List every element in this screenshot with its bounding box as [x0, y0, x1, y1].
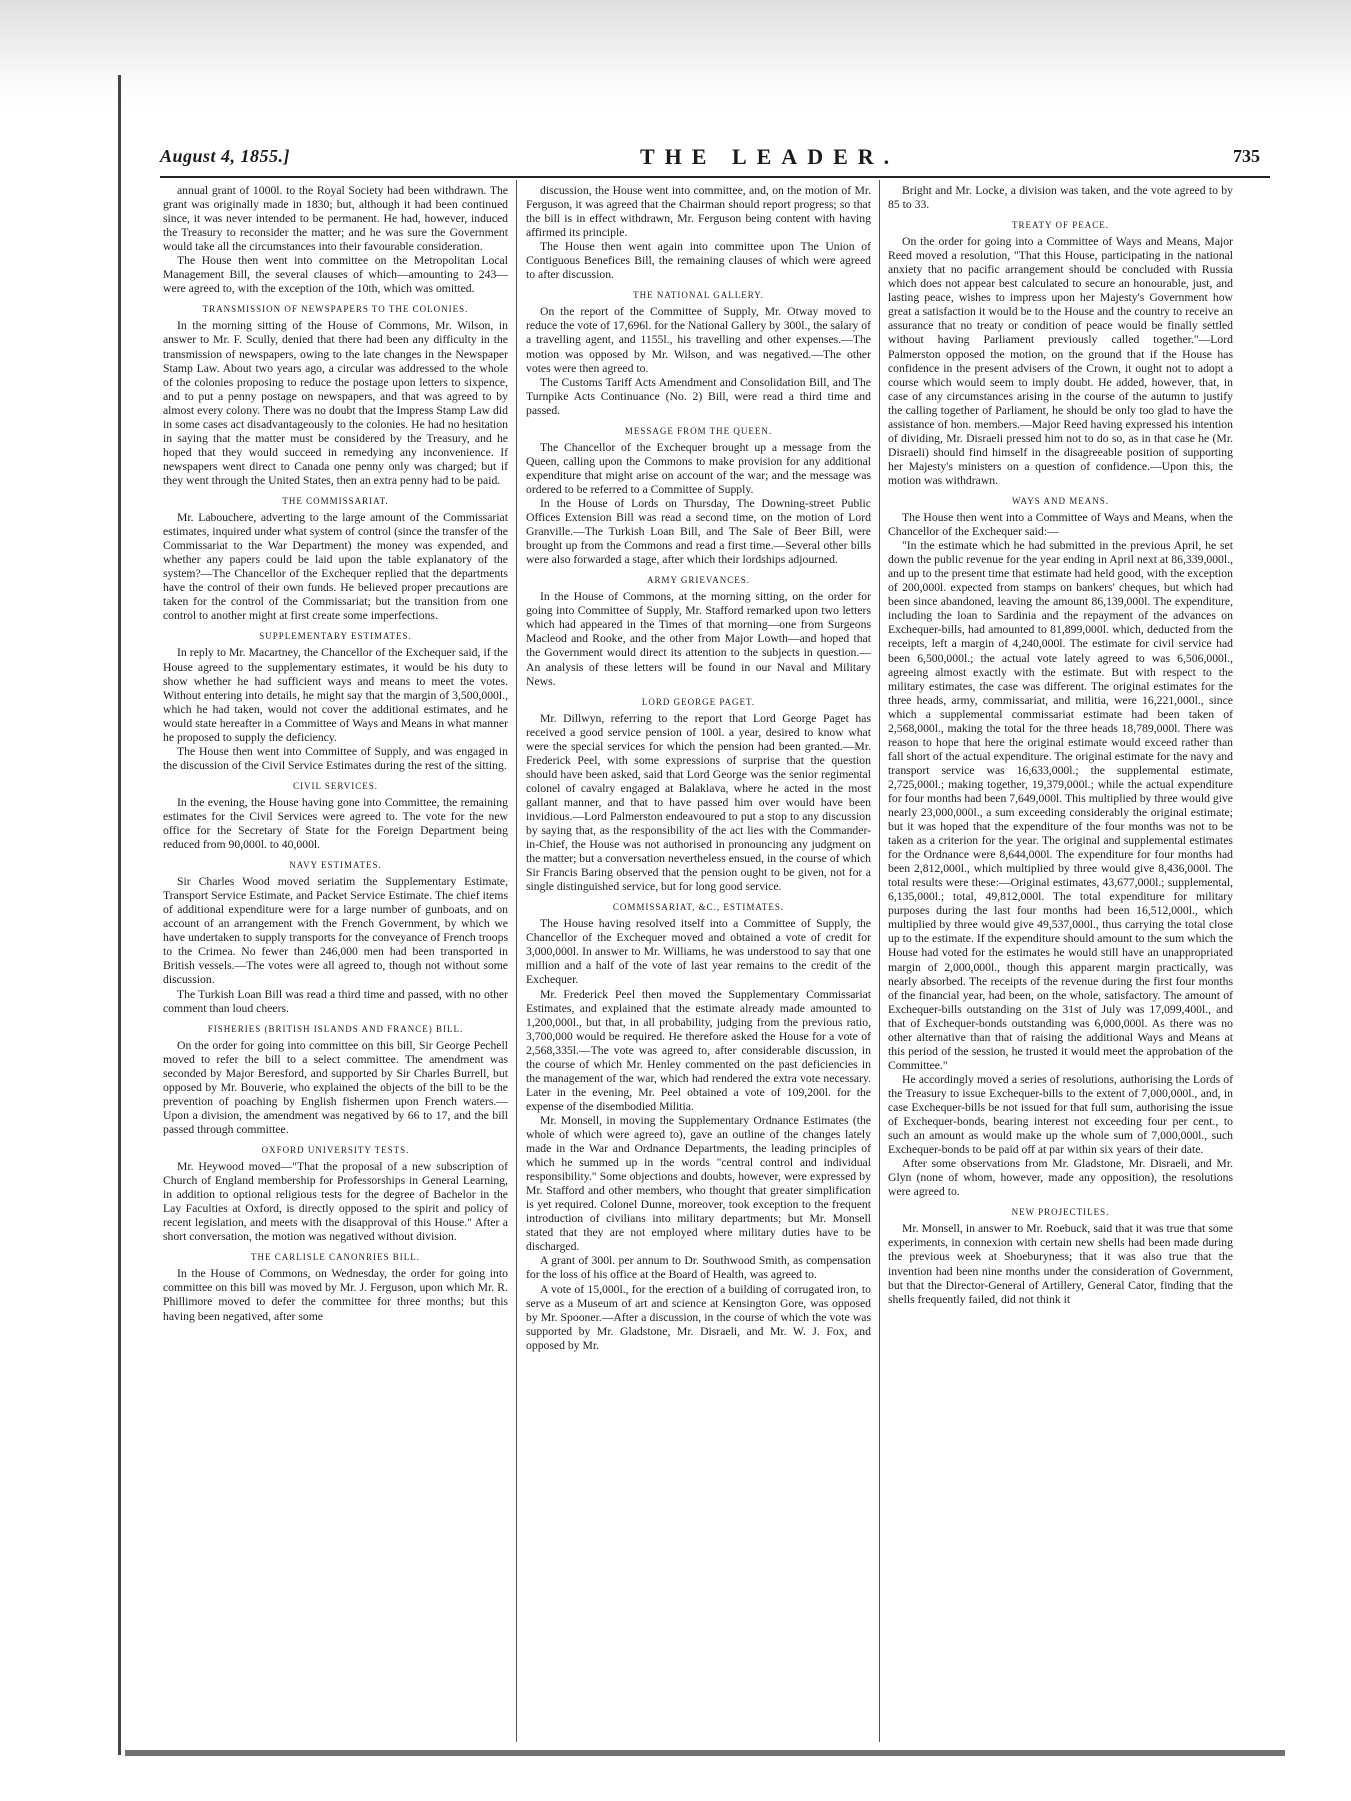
paragraph: Bright and Mr. Locke, a division was taken, and the vote agreed to by 85 to 33. — [888, 184, 1233, 212]
section-heading: TRANSMISSION OF NEWSPAPERS TO THE COLONIES. — [202, 304, 469, 315]
section-heading: THE COMMISSARIAT. — [282, 495, 389, 506]
article-column-3 — [888, 184, 1233, 1744]
paragraph: In reply to Mr. Macartney, the Chancellor of the Exchequer said, if the House agreed to the supplementary estimates, it would be his duty to show whether he had sufficient ways and means to meet the votes. Without entering into details, he might say that the margin of 3,500,000l., which he had taken, would not cover the additional estimates, and he would state hereafter in a Committee of Ways and Means in what manner he proposed to supply the deficiency. — [163, 646, 508, 744]
paragraph: The Chancellor of the Exchequer brought up a message from the Queen, calling upon the Commons to make provision for any additional expenditure that might arise on account of the war; and the message was ordered to be referred to a Committee of Supply. — [526, 440, 871, 496]
column-divider — [516, 180, 517, 1742]
section-heading: THE CARLISLE CANONRIES BILL. — [251, 1252, 420, 1263]
paragraph: On the order for going into a Committee of Ways and Means, Major Reed moved a resolution, "That this House, participating in the national anxiety that no pacific arrangement should be concluded with Russia which does not appear best calculated to secure an honourable, just, and lasting peace, wishes to impress upon her Majesty's Government how great a satisfaction it would be to the House and the country to receive an assurance that no treaty or condition of peace would be finally settled without having Parliament previously called together."—Lord Palmerston opposed the motion, on the ground that if the House has confidence in the present advisers of the Crown, it ought not to adopt a course which would seem to imply doubt. He added, however, that, in case of any circumstances arising in the course of the autumn to justify the calling together of Parliament, he should be only too glad to have the assistance of hon. members.—Major Reed having expressed his intention of dividing, Mr. Disraeli pressed him not to do so, as in that case he (Mr. Disraeli) should find himself in the disagreeable position of supporting her Majesty's ministers on a question of confidence.—Upon this, the motion was withdrawn. — [888, 235, 1233, 487]
paragraph: The Customs Tariff Acts Amendment and Consolidation Bill, and The Turnpike Acts Continuance (No. 2) Bill, were read a third time and passed. — [526, 375, 871, 417]
paragraph: On the report of the Committee of Supply, Mr. Otway moved to reduce the vote of 17,696l. for the National Gallery by 300l., the salary of a travelling agent, and 1155l., his travelling and other expenses.—The motion was opposed by Mr. Wilson, and was negatived.—The other votes were then agreed to. — [526, 305, 871, 375]
paragraph: In the evening, the House having gone into Committee, the remaining estimates for the Civil Services were agreed to. The vote for the new office for the Secretary of State for the Foreign Department being reduced from 90,000l. to 40,000l. — [163, 795, 508, 852]
paragraph: The House then went into a Committee of Ways and Means, when the Chancellor of the Exchequer said:— — [888, 511, 1233, 539]
page-header — [160, 144, 1260, 172]
paragraph: The House then went into committee on the Metropolitan Local Management Bill, the several clauses of which—amounting to 243—were agreed to, with the exception of the 10th, which was omitted. — [163, 254, 508, 296]
section-heading: LORD GEORGE PAGET. — [641, 696, 756, 707]
paragraph: Mr. Heywood moved—"That the proposal of a new subscription of Church of England membership for Professorships in General Learning, in addition to optional religious tests for the degree of Bachelor in the Lay Faculties at Oxford, is directly opposed to the spirit and policy of recent legislation, and meets with the disapproval of this House." After a short conversation, the motion was negatived without division. — [163, 1160, 508, 1244]
section-heading: THE NATIONAL GALLERY. — [633, 290, 764, 301]
paragraph: On the order for going into committee on this bill, Sir George Pechell moved to refer the bill to a select committee. The amendment was seconded by Major Beresford, and supported by Sir Charles Burrell, but opposed by Mr. Bouverie, who explained the objects of the bill to be the prevention of poaching by English fishermen upon French waters.—Upon a division, the amendment was negatived by 66 to 17, and the bill passed through committee. — [163, 1038, 508, 1136]
page-number: 735 — [1233, 146, 1260, 166]
section-heading: FISHERIES (BRITISH ISLANDS AND FRANCE) BILL. — [207, 1023, 464, 1034]
paragraph: Mr. Dillwyn, referring to the report that Lord George Paget has received a good service pension of 100l. a year, desired to know what were the special services for which the pension had been granted.—Mr. Frederick Peel, with some expressions of surprise that the question should have been asked, said that Lord George was the senior regimental colonel of cavalry engaged at Balaklava, where he acted in the most gallant manner, and that to have passed him over would have been invidious.—Lord Palmerston endeavoured to put a stop to any discussion by saying that, as the responsibility of the act lies with the Commander-in-Chief, the House was not authorised in pronouncing any judgment on the matter; but a conversation nevertheless ensued, in the course of which Sir Francis Baring observed that the pension ought to be given, not for a single distinguished service, but for long good service. — [526, 711, 871, 894]
section-heading: MESSAGE FROM THE QUEEN. — [624, 425, 773, 436]
paragraph: The House then went again into committee upon The Union of Contiguous Benefices Bill, the remaining clauses of which were agreed to after discussion. — [526, 240, 871, 282]
paragraph: In the House of Lords on Thursday, The Downing-street Public Offices Extension Bill was read a second time, on the motion of Lord Granville.—The Turkish Loan Bill, and The Sale of Beer Bill, were brought up from the Commons and read a first time.—Several other bills were also forwarded a stage, after which their lordships adjourned. — [526, 496, 871, 567]
paragraph: The House having resolved itself into a Committee of Supply, the Chancellor of the Exchequer moved and obtained a vote of credit for 3,000,000l. In answer to Mr. Williams, he was understood to say that one million and a half of the vote of last year remains to the credit of the Exchequer. — [526, 917, 871, 987]
section-heading: WAYS AND MEANS. — [1012, 495, 1109, 506]
section-heading: OXFORD UNIVERSITY TESTS. — [261, 1145, 410, 1155]
article-column-1 — [163, 184, 508, 1744]
scan-noise-band — [0, 0, 1351, 110]
paragraph: In the House of Commons, on Wednesday, the order for going into committee on this bill was moved by Mr. J. Ferguson, upon which Mr. R. Phillimore moved to defer the committee for three months; but this having been negatived, after some — [163, 1267, 508, 1323]
paragraph: A vote of 15,000l., for the erection of a building of corrugated iron, to serve as a Museum of art and science at Kensington Gore, was opposed by Mr. Spooner.—After a discussion, in the course of which the vote was supported by Mr. Gladstone, Mr. Disraeli, and Mr. W. J. Fox, and opposed by Mr. — [526, 1282, 871, 1352]
paragraph: discussion, the House went into committee, and, on the motion of Mr. Ferguson, it was agreed that the Chairman should report progress; so that the bill is in effect withdrawn, Mr. Ferguson being content with having affirmed its principle. — [526, 184, 871, 240]
page-left-edge — [118, 75, 121, 1755]
bottom-scan-edge — [125, 1750, 1285, 1756]
paragraph: A grant of 300l. per annum to Dr. Southwood Smith, as compensation for the loss of his office at the Board of Health, was agreed to. — [526, 1254, 871, 1282]
paragraph: After some observations from Mr. Gladstone, Mr. Disraeli, and Mr. Glyn (none of whom, however, made any opposition), the resolutions were agreed to. — [888, 1157, 1233, 1199]
article-column-2 — [526, 184, 871, 1744]
section-heading: TREATY OF PEACE. — [1012, 220, 1109, 231]
masthead-title: THE LEADER. — [640, 144, 900, 169]
paragraph: Mr. Labouchere, adverting to the large amount of the Commissariat estimates, inquired under what system of control (since the transfer of the Commissariat to the War Department) the money was expended, and whether any papers could be laid upon the table explanatory of the system?—The Chancellor of the Exchequer replied that the departments have the control of their own funds. He believed proper precautions are taken for the control of the Commissariat; but the transition from one control to another might at first create some imperfections. — [163, 511, 508, 623]
paragraph: In the morning sitting of the House of Commons, Mr. Wilson, in answer to Mr. F. Scully, denied that there had been any difficulty in the transmission of newspapers, owing to the late changes in the Newspaper Stamp Law. About two years ago, a circular was addressed to the whole of the colonies proposing to reduce the postage upon letters to sixpence, and to put a penny postage on newspapers, and that was agreed to by almost every colony. There was no doubt that the Impress Stamp Law did in some cases act disadvantageously to the colonies. He had no hesitation in saying that the matter must be considered by the Treasury, and he hoped that they would succeed in remedying any inconvenience. If newspapers went direct to Canada one penny only was charged; but if they went through the United States, then an extra penny had to be paid. — [163, 319, 508, 487]
paragraph: Mr. Monsell, in answer to Mr. Roebuck, said that it was true that some experiments, in connexion with certain new shells had been made during the previous week at Shoeburyness; that it was also true that the invention had been nine months under the consideration of Government, but that the Director-General of Artillery, General Cator, finding that the shells frequently failed, did not think it — [888, 1222, 1233, 1306]
issue-date: August 4, 1855.] — [160, 146, 291, 166]
paragraph: Sir Charles Wood moved seriatim the Supplementary Estimate, Transport Service Estimate, and Packet Service Estimate. The chief items of additional expenditure were for a large number of gunboats, and on account of an arrangement with the French Government, by which we have undertaken to supply transports for the conveyance of French troops to the Crimea. No fewer than 246,000 men had been transported in British vessels.—The votes were all agreed to, though not without some discussion. — [163, 875, 508, 987]
paragraph: He accordingly moved a series of resolutions, authorising the Lords of the Treasury to issue Exchequer-bills to the extent of 7,000,000l., and, in case Exchequer-bills be not issued for that full sum, authorising the issue of Exchequer-bonds, bearing interest not exceeding four per cent., to such an amount as would make up the whole sum of 7,000,000l., such Exchequer-bonds to be paid off at par within six years of their date. — [888, 1072, 1233, 1157]
section-heading: NEW PROJECTILES. — [1011, 1207, 1110, 1218]
paragraph: In the House of Commons, at the morning sitting, on the order for going into Committee of Supply, Mr. Stafford remarked upon two letters which had appeared in the Times of that morning—one from Surgeons Macleod and Rooke, and the other from Major Lowth—and hoped that the Government would direct its attention to the subjects in question.—An analysis of these letters will be found in our Naval and Military News. — [526, 590, 871, 688]
paragraph: "In the estimate which he had submitted in the previous April, he set down the public revenue for the year ending in April next at 86,339,000l., and up to the present time that estimate had held good, with the exception of 200,000l. expected from stamps on bankers' cheques, but which had been since abandoned, leaving the amount 86,139,000l. The expenditure, including the loan to Sardinia and the repayment of the advances on Exchequer-bills, had amounted to 81,899,000l. which, deducted from the receipts, left a margin of 4,240,000l. The estimate for civil service had been 6,500,000l.; the actual vote lately agreed to was 6,506,000l., agreeing almost exactly with the estimate. But with respect to the military estimates, the case was different. The original estimates for the three heads, army, commissariat, and militia, were 16,221,000l., since which a supplemental commissariat estimate had been taken of 2,568,000l., making the total for the three heads 18,789,000l. There was reason to hope that here the original estimate would exceed rather than fall short of the actual expenditure. The original estimate for the navy and transport service was 16,633,000l.; the supplemental estimate, 2,725,000l.; making together, 19,379,000l.; while the actual expenditure for four months had been 7,649,000l. This multiplied by three would give nearly 23,000,000l., a sum exceeding considerably the original estimate; but it was hoped that the expenditure of the four months was not to be taken as a criterion for the year. The original and supplemental estimates for the Ordnance were 8,644,000l. The expenditure for four months had been 2,812,000l., which multiplied by three would give 8,436,000l. The total results were these:—Original estimates, 43,677,000l.; supplemental, 6,135,000l.; total, 49,812,000l. The total expenditure for military purposes during the last four months had been 16,512,000l., which multiplied by three would give 49,537,000l., thus carrying the total close up to the estimate. If the expenditure should amount to the sum which the House had voted for the estimates he would still have an unappropriated margin of 2,000,000l., though this apparent margin practically, was nearly absorbed. The receipts of the revenue during the first four months of the financial year, had been, on the whole, satisfactory. The amount of Exchequer-bills outstanding on the 31st of July was 17,099,400l., and that of Exchequer-bonds outstanding was 6,000,000l. As there was no other alternative than that of raising the additional Ways and Means at this period of the session, he trusted it would meet the approbation of the Committee." — [888, 539, 1233, 1072]
header-rule — [160, 176, 1270, 178]
section-heading: NAVY ESTIMATES. — [289, 860, 382, 871]
paragraph: The Turkish Loan Bill was read a third time and passed, with no other comment than loud cheers. — [163, 987, 508, 1015]
section-heading: ARMY GRIEVANCES. — [646, 575, 750, 586]
paragraph: Mr. Monsell, in moving the Supplementary Ordnance Estimates (the whole of which were agreed to), gave an outline of the changes lately made in the War and Ordnance Departments, the leading principles of which he summed up in the words "central control and individual responsibility." Some objections and doubts, however, were expressed by Mr. Stafford and other members, who thought that greater simplification is yet required. Colonel Dunne, moreover, took exception to the frequent introduction of civilians into military departments; but Mr. Monsell stated that they are not employed where military duties have to be discharged. — [526, 1113, 871, 1254]
paragraph: Mr. Frederick Peel then moved the Supplementary Commissariat Estimates, and explained that the estimate already made amounted to 1,200,000l., but that, in all probability, judging from the previous ratio, 3,700,000 would be required. He therefore asked the House for a vote of 2,568,335l.—The vote was agreed to, after considerable discussion, in the course of which Mr. Henley commented on the past deficiencies in the management of the war, which had rendered the extra vote necessary. Later in the evening, Mr. Peel obtained a vote of 109,200l. for the expense of the disembodied Militia. — [526, 987, 871, 1113]
section-heading: CIVIL SERVICES. — [293, 780, 378, 791]
section-heading: COMMISSARIAT, &C., ESTIMATES. — [612, 902, 785, 913]
paragraph: annual grant of 1000l. to the Royal Society had been withdrawn. The grant was originally made in 1830; but, although it had been continued since, it was never intended to be permanent. He had, however, induced the Treasury to reconsider the matter; and he was sure the Government would take all the circumstances into their favourable consideration. — [163, 184, 508, 254]
paragraph: The House then went into Committee of Supply, and was engaged in the discussion of the Civil Service Estimates during the rest of the sitting. — [163, 744, 508, 772]
column-divider — [879, 180, 880, 1742]
section-heading: SUPPLEMENTARY ESTIMATES. — [259, 631, 412, 642]
